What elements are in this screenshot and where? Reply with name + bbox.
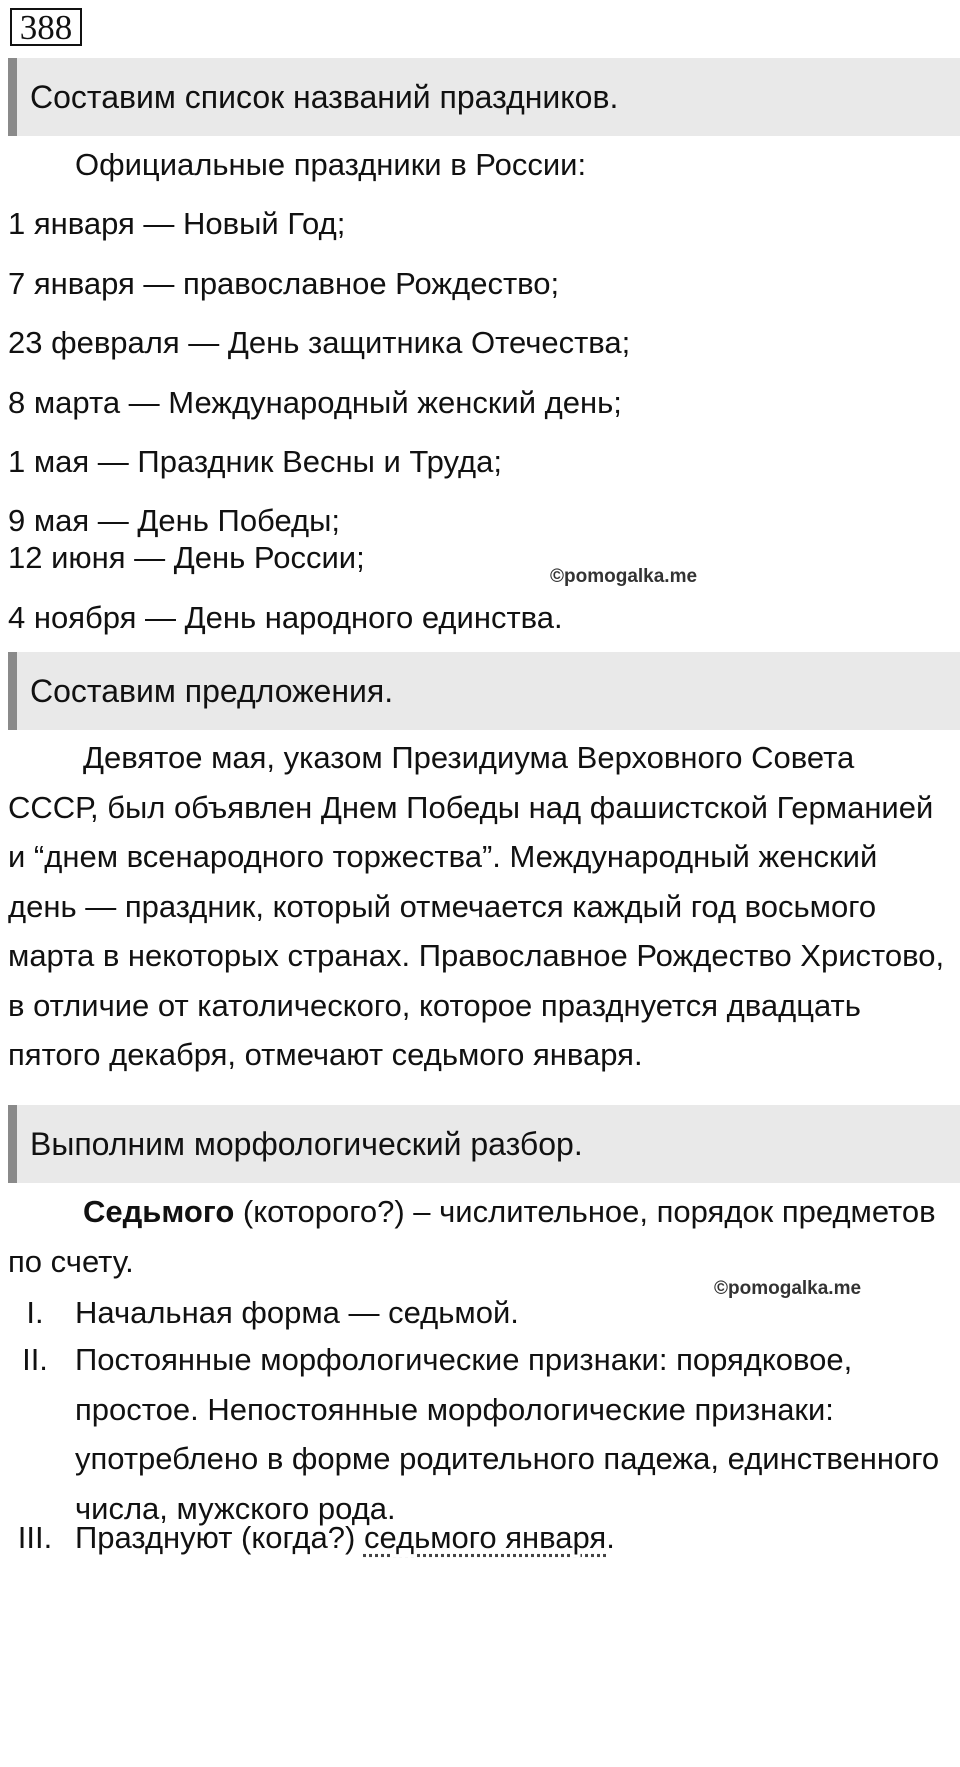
- holiday-item: 4 ноября — День народного единства.: [8, 600, 563, 635]
- morph-item: Начальная форма — седьмой.: [75, 1295, 519, 1330]
- holiday-item: 23 февраля — День защитника Отечества;: [8, 325, 631, 360]
- holiday-item: 1 января — Новый Год;: [8, 206, 346, 241]
- roman-numeral: I.: [26, 1295, 44, 1330]
- morph-item-text: Празднуют (когда?): [75, 1520, 364, 1555]
- roman-numeral: II.: [22, 1342, 48, 1377]
- section-header-morphology: [8, 1105, 960, 1183]
- task-number: 388: [10, 8, 82, 46]
- sentences-paragraph: Девятое мая, указом Президиума Верховного Совета СССР, был объявлен Днем Победы над фашистской Германией и “днем всенародного торжества”. Международный женский день — праздник, который отмечается каждый год восьмого марта в некоторых странах. Православное Рождество Христово, в отличие от католического, которое празднуется двадцать пятого декабря, отмечают седьмого января.: [8, 740, 945, 1072]
- holiday-item: 8 марта — Международный женский день;: [8, 385, 622, 420]
- watermark: ©pomogalka.me: [714, 1278, 862, 1299]
- holidays-intro: Официальные праздники в России:: [75, 147, 587, 182]
- morph-item-punct: .: [606, 1520, 615, 1555]
- watermark: ©pomogalka.me: [550, 566, 698, 587]
- morph-item: Постоянные морфологические признаки: порядковое, простое. Непостоянные морфологические признаки: употреблено в форме родительного падежа, единственного числа, мужского рода.: [75, 1342, 940, 1526]
- roman-numeral: III.: [17, 1520, 53, 1555]
- holiday-item: 12 июня — День России;: [8, 540, 365, 575]
- section-header-holiday-list: [8, 58, 960, 136]
- holiday-item: 7 января — православное Рождество;: [8, 266, 560, 301]
- morph-definition-text: (которого?) – числительное, порядок предметов по счету.: [8, 1194, 936, 1279]
- section-header-text: Выполним морфологический разбор.: [30, 1125, 583, 1162]
- morph-item: [75, 1521, 615, 1555]
- section-header-text: Составим список названий праздников.: [30, 78, 619, 115]
- holiday-item: 1 мая — Праздник Весны и Труда;: [8, 444, 502, 479]
- holiday-item: 9 мая — День Победы;: [8, 503, 341, 538]
- underlined-phrase: седьмого января: [363, 1520, 607, 1555]
- morph-definition: [8, 1187, 953, 1286]
- morph-word: Седьмого: [83, 1194, 235, 1229]
- section-header-text: Составим предложения.: [30, 672, 394, 709]
- section-header-sentences: [8, 652, 960, 730]
